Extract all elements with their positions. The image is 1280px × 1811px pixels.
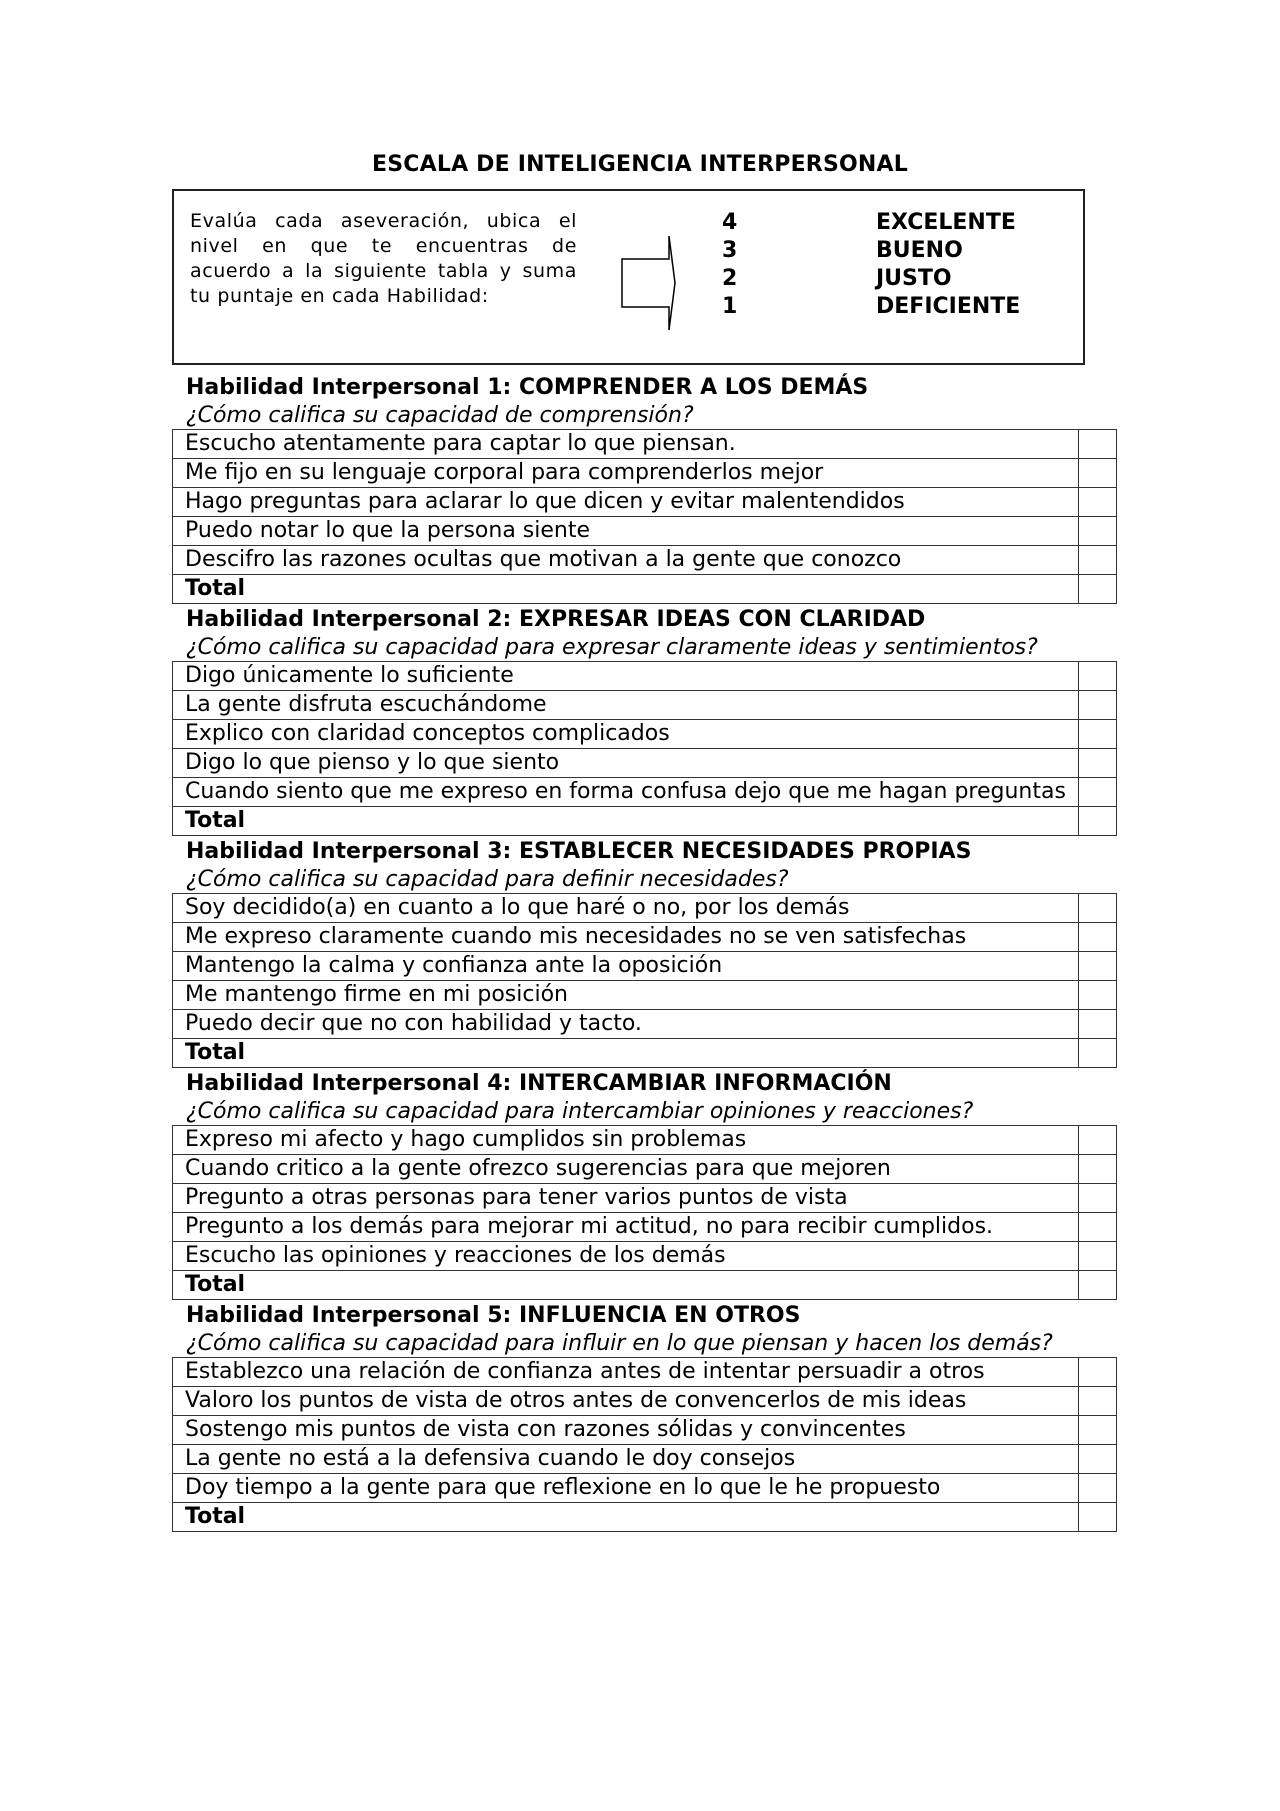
statement-text: Valoro los puntos de vista de otros antes de convencerlos de mis ideas	[173, 1387, 1079, 1416]
scale-label: BUENO	[876, 238, 963, 263]
statement-text: Hago preguntas para aclarar lo que dicen y evitar malentendidos	[173, 488, 1079, 517]
instructions-text: Evalúa cada aseveración, ubica el nivel en que te encuentras de acuerdo a la siguiente tabla y suma tu puntaje en cada Habilidad:	[190, 210, 577, 307]
table-row	[173, 459, 1117, 488]
statement-text: Doy tiempo a la gente para que reflexione en lo que le he propuesto	[173, 1474, 1079, 1503]
scale-value: 2	[722, 266, 738, 291]
statement-text: Pregunto a otras personas para tener varios puntos de vista	[173, 1184, 1079, 1213]
statement-text: Expreso mi afecto y hago cumplidos sin problemas	[173, 1126, 1079, 1155]
scale-label: DEFICIENTE	[876, 294, 1021, 319]
score-cell[interactable]	[1079, 1213, 1117, 1242]
score-cell[interactable]	[1079, 691, 1117, 720]
scale-row	[722, 237, 1020, 265]
score-cell[interactable]	[1079, 662, 1117, 691]
statement-text: Escucho las opiniones y reacciones de los demás	[173, 1242, 1079, 1271]
table-row	[173, 517, 1117, 546]
section-heading: Habilidad Interpersonal 2: EXPRESAR IDEAS CON CLARIDAD	[186, 607, 926, 632]
score-cell[interactable]	[1079, 749, 1117, 778]
score-cell[interactable]	[1079, 1010, 1117, 1039]
score-cell[interactable]	[1079, 1474, 1117, 1503]
table-row	[173, 1126, 1117, 1155]
score-cell[interactable]	[1079, 778, 1117, 807]
statement-text: Me mantengo firme en mi posición	[173, 981, 1079, 1010]
total-row	[173, 1271, 1117, 1300]
statement-text: Digo lo que pienso y lo que siento	[173, 749, 1079, 778]
rating-table	[172, 1125, 1117, 1300]
total-score-cell[interactable]	[1079, 1039, 1117, 1068]
total-label: Total	[173, 807, 1079, 836]
table-row	[173, 749, 1117, 778]
statement-text: Soy decidido(a) en cuanto a lo que haré o no, por los demás	[173, 894, 1079, 923]
statement-text: Pregunto a los demás para mejorar mi actitud, no para recibir cumplidos.	[173, 1213, 1079, 1242]
score-cell[interactable]	[1079, 952, 1117, 981]
rating-table	[172, 429, 1117, 604]
statement-text: Mantengo la calma y confianza ante la oposición	[173, 952, 1079, 981]
table-row	[173, 1358, 1117, 1387]
statement-text: Sostengo mis puntos de vista con razones sólidas y convincentes	[173, 1416, 1079, 1445]
score-cell[interactable]	[1079, 981, 1117, 1010]
section-heading: Habilidad Interpersonal 4: INTERCAMBIAR INFORMACIÓN	[186, 1071, 892, 1096]
statement-text: Cuando critico a la gente ofrezco sugerencias para que mejoren	[173, 1155, 1079, 1184]
rating-table	[172, 1357, 1117, 1532]
section-question: ¿Cómo califica su capacidad para expresar claramente ideas y sentimientos?	[186, 635, 1038, 660]
total-score-cell[interactable]	[1079, 1503, 1117, 1532]
total-label: Total	[173, 1271, 1079, 1300]
table-row	[173, 952, 1117, 981]
score-cell[interactable]	[1079, 1126, 1117, 1155]
score-cell[interactable]	[1079, 720, 1117, 749]
score-cell[interactable]	[1079, 1445, 1117, 1474]
table-row	[173, 546, 1117, 575]
total-label: Total	[173, 575, 1079, 604]
table-row	[173, 778, 1117, 807]
rating-scale	[722, 209, 1020, 321]
score-cell[interactable]	[1079, 546, 1117, 575]
scale-row	[722, 293, 1020, 321]
score-cell[interactable]	[1079, 894, 1117, 923]
statement-text: La gente disfruta escuchándome	[173, 691, 1079, 720]
statement-text: Me fijo en su lenguaje corporal para comprenderlos mejor	[173, 459, 1079, 488]
table-row	[173, 894, 1117, 923]
total-row	[173, 807, 1117, 836]
statement-text: Puedo notar lo que la persona siente	[173, 517, 1079, 546]
section-question: ¿Cómo califica su capacidad de comprensión?	[186, 403, 694, 428]
instructions-box	[172, 189, 1085, 365]
table-row	[173, 1242, 1117, 1271]
table-row	[173, 691, 1117, 720]
section-question: ¿Cómo califica su capacidad para intercambiar opiniones y reacciones?	[186, 1099, 974, 1124]
table-row	[173, 720, 1117, 749]
statement-text: Escucho atentamente para captar lo que piensan.	[173, 430, 1079, 459]
table-row	[173, 1387, 1117, 1416]
table-row	[173, 662, 1117, 691]
table-row	[173, 488, 1117, 517]
score-cell[interactable]	[1079, 488, 1117, 517]
scale-row	[722, 265, 1020, 293]
total-label: Total	[173, 1039, 1079, 1068]
table-row	[173, 1474, 1117, 1503]
section-question: ¿Cómo califica su capacidad para influir en lo que piensan y hacen los demás?	[186, 1331, 1053, 1356]
statement-text: La gente no está a la defensiva cuando le doy consejos	[173, 1445, 1079, 1474]
statement-text: Puedo decir que no con habilidad y tacto.	[173, 1010, 1079, 1039]
statement-text: Me expreso claramente cuando mis necesidades no se ven satisfechas	[173, 923, 1079, 952]
table-row	[173, 1416, 1117, 1445]
total-row	[173, 1503, 1117, 1532]
statement-text: Explico con claridad conceptos complicados	[173, 720, 1079, 749]
total-row	[173, 1039, 1117, 1068]
score-cell[interactable]	[1079, 1387, 1117, 1416]
sections-container	[172, 374, 1117, 1534]
scale-row	[722, 209, 1020, 237]
table-row	[173, 1213, 1117, 1242]
scale-label: EXCELENTE	[876, 210, 1016, 235]
section-heading: Habilidad Interpersonal 3: ESTABLECER NECESIDADES PROPIAS	[186, 839, 972, 864]
table-row	[173, 923, 1117, 952]
table-row	[173, 1010, 1117, 1039]
statement-text: Digo únicamente lo suficiente	[173, 662, 1079, 691]
table-row	[173, 1184, 1117, 1213]
table-row	[173, 1445, 1117, 1474]
score-cell[interactable]	[1079, 517, 1117, 546]
section-heading: Habilidad Interpersonal 5: INFLUENCIA EN OTROS	[186, 1303, 801, 1328]
score-cell[interactable]	[1079, 1242, 1117, 1271]
statement-text: Cuando siento que me expreso en forma confusa dejo que me hagan preguntas	[173, 778, 1079, 807]
section-heading: Habilidad Interpersonal 1: COMPRENDER A LOS DEMÁS	[186, 375, 869, 400]
score-cell[interactable]	[1079, 1184, 1117, 1213]
statement-text: Descifro las razones ocultas que motivan a la gente que conozco	[173, 546, 1079, 575]
score-cell[interactable]	[1079, 430, 1117, 459]
rating-table	[172, 893, 1117, 1068]
score-cell[interactable]	[1079, 1416, 1117, 1445]
score-cell[interactable]	[1079, 1155, 1117, 1184]
scale-value: 3	[722, 238, 738, 263]
scale-value: 1	[722, 294, 738, 319]
total-score-cell[interactable]	[1079, 807, 1117, 836]
score-cell[interactable]	[1079, 459, 1117, 488]
rating-table	[172, 661, 1117, 836]
section-question: ¿Cómo califica su capacidad para definir necesidades?	[186, 867, 789, 892]
page-title: ESCALA DE INTELIGENCIA INTERPERSONAL	[372, 152, 908, 177]
total-row	[173, 575, 1117, 604]
table-row	[173, 1155, 1117, 1184]
total-score-cell[interactable]	[1079, 575, 1117, 604]
table-row	[173, 981, 1117, 1010]
total-score-cell[interactable]	[1079, 1271, 1117, 1300]
statement-text: Establezco una relación de confianza antes de intentar persuadir a otros	[173, 1358, 1079, 1387]
scale-label: JUSTO	[876, 266, 952, 291]
score-cell[interactable]	[1079, 923, 1117, 952]
scale-value: 4	[722, 210, 738, 235]
table-row	[173, 430, 1117, 459]
total-label: Total	[173, 1503, 1079, 1532]
arrow-right-icon	[621, 235, 677, 331]
score-cell[interactable]	[1079, 1358, 1117, 1387]
